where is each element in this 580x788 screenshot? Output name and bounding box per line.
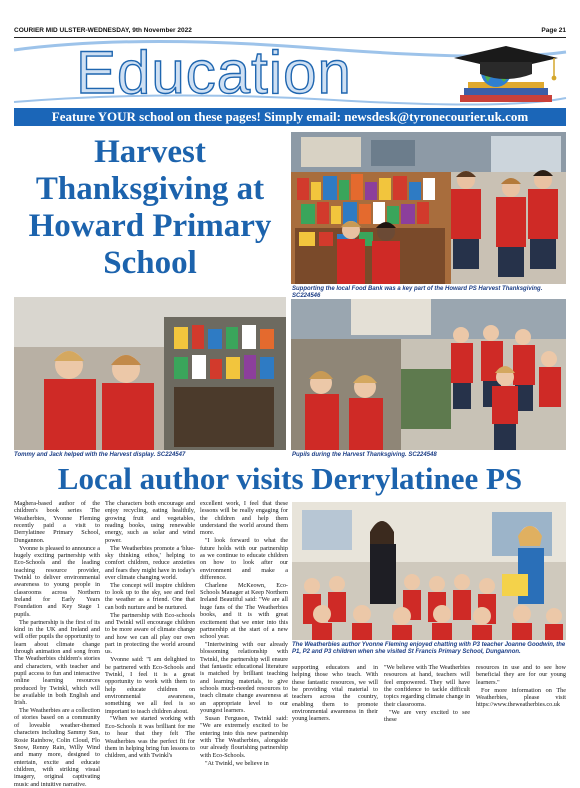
paragraph: Maghera-based author of the children's book series The Weatherbies, Yvonne Fleming recently paid a visit to Derrylatinee Primary School, Dungannon. [14,500,100,544]
paragraph: The Weatherbies are a collection of stories based on a community of loveable weather-themed characters including Sammy Sun, Rosie Rainbow, Colin Cloud, Flo Snow, Renny Rain, Willy Wind and many more, designed to entertain, excite and educate children, with striking visual imagery, original captivating music and intuitive narrative. [14,707,100,788]
paragraph: Yvonne is pleased to announce a hugely exciting partnership with Eco-Schools and the leading teaching resource provider, Twinkl to deliver environmental awareness to young people in classrooms across Northern Ireland for Early Years Foundation and Key Stage 1 pupils. [14,544,100,618]
article-column-2 [105,500,195,760]
article-column-6 [476,664,566,732]
paragraph: The partnership is the first of its kind in the UK and Ireland and will offer pupils the opportunity to learn about climate change through animation and song from The Weatherbies children's stories and characters, with teacher and pupil access to fun and interactive online learning resources produced by Twinkl, which will be available in both English and Irish. [14,618,100,707]
paragraph: resources in use and to see how beneficial they are for our young learners." [476,664,566,686]
paragraph: The partnership with Eco-schools and Twinkl will encourage children to be more aware of climate change and how we can all play our own part in protecting the world around us. [105,611,195,656]
paragraph: Charlene McKeown, Eco-Schools Manager at Keep Northern Ireland Beautiful said: "We are all huge fans of the The Weatherbies books, and it is with great excitement that we enter into this partnership at the start of a new school year. [200,581,288,641]
food-bank-photo [291,132,566,284]
paragraph: The concept will inspire children to look up to the sky, see and feel the weather as a friend. One that can both nurture and be nurtured. [105,581,195,611]
paragraph: "We believe with The Weatherbies resources at hand, teachers will feel empowered. They will have the confidence to tackle difficult topics regarding climate change in their classrooms. [384,664,470,708]
harvest-headline: Harvest Thanksgiving at Howard Primary School [28,134,272,281]
pupils-harvest-photo [291,299,566,450]
paragraph: For more information on The Weatherbies, please visit https://www.theweatherbies.co.uk [476,686,566,709]
paragraph: "We are very excited to see these [384,708,470,723]
books-icon [460,82,552,102]
paragraph: excellent work, I feel that these lessons will be really engaging for the children and help them understand the world around them more. [200,500,288,537]
paragraph: Susan Ferguson, Twinkl said: "We are extremely excited to be entering into this new partnership with The Weatherbies, alongside our already flourishing partnership with Eco-Schools. [200,714,288,759]
publication-line: COURIER MID ULSTER-WEDNESDAY, 9th November 2022 [14,26,192,34]
author-children-photo [292,502,566,640]
paragraph: Yvonne said: "I am delighted to be partnered with Eco-Schools and Twinkl, I feel it is a great opportunity to work with them to help educate children on environmental awareness, something we all feel is so important to teach children about. [105,656,195,715]
education-masthead [14,40,566,106]
graduation-cap-icon [434,42,564,106]
page-header [14,24,566,36]
page-number: Page 21 [541,26,566,34]
article-column-5 [384,664,470,732]
paragraph: "I look forward to what the future holds with our partnership as we continue to educate children on how to look after our environment and make a difference. [200,537,288,581]
paragraph: "At Twinkl, we believe in [205,759,269,767]
paragraph: "When we started working with Eco-Schools it was brilliant for me to hear that they felt The Weatherbies was the perfect fit for them in helping bring fun lessons to children, and with Twinkl's [105,715,195,760]
tommy-jack-photo [14,297,286,450]
article-column-1 [14,500,100,788]
paragraph: "Intertwining with our already blossoming relationship with Twinkl, the partnership will ensure that fantastic educational literature is matched by brilliant teaching and learning materials, to give schools much-needed resources to teach climate change awareness at an appropriate level to our youngest learners. [200,641,288,715]
paragraph: supporting educators and in helping those who teach. With these fantastic resources, we will be providing vital material to teachers across the country, enabling them to promote environmental awareness in their young learners. [292,664,378,723]
section-title: Education [76,39,352,106]
pupils-harvest-caption: Pupils during the Harvest Thanksgiving. SC224548 [292,452,437,458]
article-column-4 [292,664,378,732]
header-rule [14,37,566,38]
submission-banner: Feature YOUR school on these pages! Simply email: newsdesk@tyronecourier.uk.com [14,108,566,126]
author-visit-headline: Local author visits Derrylatinee PS [57,461,523,496]
food-bank-caption: Supporting the local Food Bank was a key part of the Howard PS Harvest Thanksgiving. SC224546 [292,286,543,299]
paragraph: The Weatherbies promote a 'blue-sky thinking ethos,' helping to comfort children, reduce anxieties and fears they might have in today's ever climate changing world. [105,544,195,581]
author-visit-caption: The Weatherbies author Yvonne Fleming enjoyed chatting with P3 teacher Joanne Goodwin, the P1, P2 and P3 children when she visited St Francis Primary School, Dungannon. [292,642,566,655]
tommy-jack-caption: Tommy and Jack helped with the Harvest display. SC224547 [14,452,186,458]
paragraph: The characters both encourage and enjoy recycling, eating healthily, growing fruit and vegetables, reading books, using renewable energy, such as solar and wind power. [105,500,195,544]
article-column-3 [200,500,288,767]
